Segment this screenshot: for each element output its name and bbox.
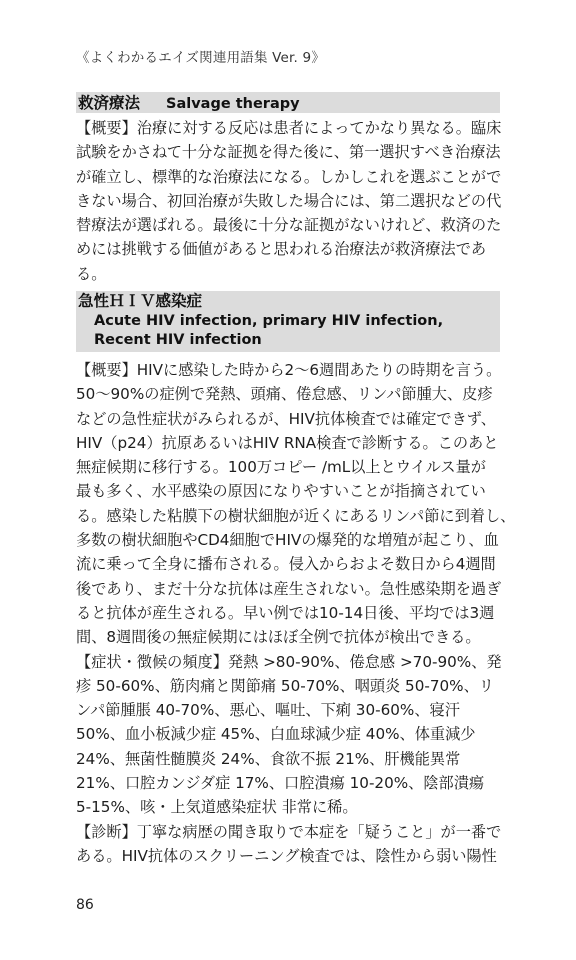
text-line: ンパ節腫脹 40-70%、悪心、嘔吐、下痢 30-60%、寝汗 [76,701,460,720]
entry-term-en: Salvage therapy [166,96,300,112]
entry-term-en-line: Recent HIV infection [94,332,262,348]
text-line: HIV（p24）抗原あるいはHIV RNA検査で診断する。このあと [76,433,499,452]
text-line: ると抗体が産生される。早い例では10-14日後、平均では3週 [76,603,495,622]
text-line: 間、8週間後の無症候期にはほぼ全例で抗体が検出できる。 [76,628,481,647]
text-line: が確立し、標準的な治療法になる。しかしこれを選ぶことがで [76,167,502,186]
text-line: きない場合、初回治療が失敗した場合には、第二選択などの代 [76,191,502,210]
entry-body-salvage-therapy [76,116,506,286]
text-line: 【概要】治療に対する反応は患者によってかなり異なる。臨床 [76,119,502,137]
entry-term-jp: 急性ＨＩＶ感染症 [78,292,203,310]
text-line: 疹 50-60%、筋肉痛と関節痛 50-70%、咽頭炎 50-70%、リ [76,676,494,695]
text-line: 替療法が選ばれる。最後に十分な証拠がないけれど、救済のた [76,216,502,235]
text-line: 最も多く、水平感染の原因になりやすいことが指摘されてい [76,482,486,501]
page-number: 86 [76,897,94,913]
entry-term-jp: 救済療法 [78,94,141,112]
entry-heading-acute-hiv-infection [76,291,500,352]
text-line: 5-15%、咳・上気道感染症状 非常に稀。 [76,798,358,817]
text-line: る。 [76,264,107,283]
text-line: 試験をかさねて十分な証拠を得た後に、第一選択すべき治療法 [76,143,501,162]
text-line: 50%、血小板減少症 45%、白血球減少症 40%、体重減少 [76,725,476,744]
text-line: る。感染した粘膜下の樹状細胞が近くにあるリンパ節に到着し、 [76,506,516,525]
text-line: めには挑戦する価値があると思われる治療法が救済療法であ [76,240,487,259]
text-line: などの急性症状がみられるが、HIV抗体検査では確定できず、 [76,409,496,428]
text-line: 【概要】HIVに感染した時から2～6週間あたりの時期を言う。 [76,361,502,379]
text-line: 後であり、まだ十分な抗体は産生されない。急性感染期を過ぎ [76,579,502,598]
entry-heading-salvage-therapy [76,92,500,113]
text-line: 無症候期に移行する。100万コピー /mL以上とウイルス量が [76,458,486,477]
text-line: 50～90%の症例で発熱、頭痛、倦怠感、リンパ節腫大、皮疹 [76,385,493,404]
running-header: 《よくわかるエイズ関連用語集 Ver. 9》 [76,50,326,66]
text-line: 【診断】丁寧な病歴の聞き取りで本症を「疑うこと」が一番で [76,822,502,841]
text-line: ある。HIV抗体のスクリーニング検査では、陰性から弱い陽性 [76,846,497,865]
text-line: 【症状・徴候の頻度】発熱 >80-90%、倦怠感 >70-90%、発 [76,652,502,671]
entry-term-en-line: Acute HIV infection, primary HIV infection, [94,313,444,329]
text-line: 24%、無菌性髄膜炎 24%、食欲不振 21%、肝機能異常 [76,749,461,768]
text-line: 多数の樹状細胞やCD4細胞でHIVの爆発的な増殖が起こり、血 [76,531,499,550]
entry-body-acute-hiv-infection [76,358,516,868]
text-line: 流に乗って全身に播布される。侵入からおよそ数日から4週間 [76,555,496,574]
text-line: 21%、口腔カンジダ症 17%、口腔潰瘍 10-20%、陰部潰瘍 [76,774,485,793]
